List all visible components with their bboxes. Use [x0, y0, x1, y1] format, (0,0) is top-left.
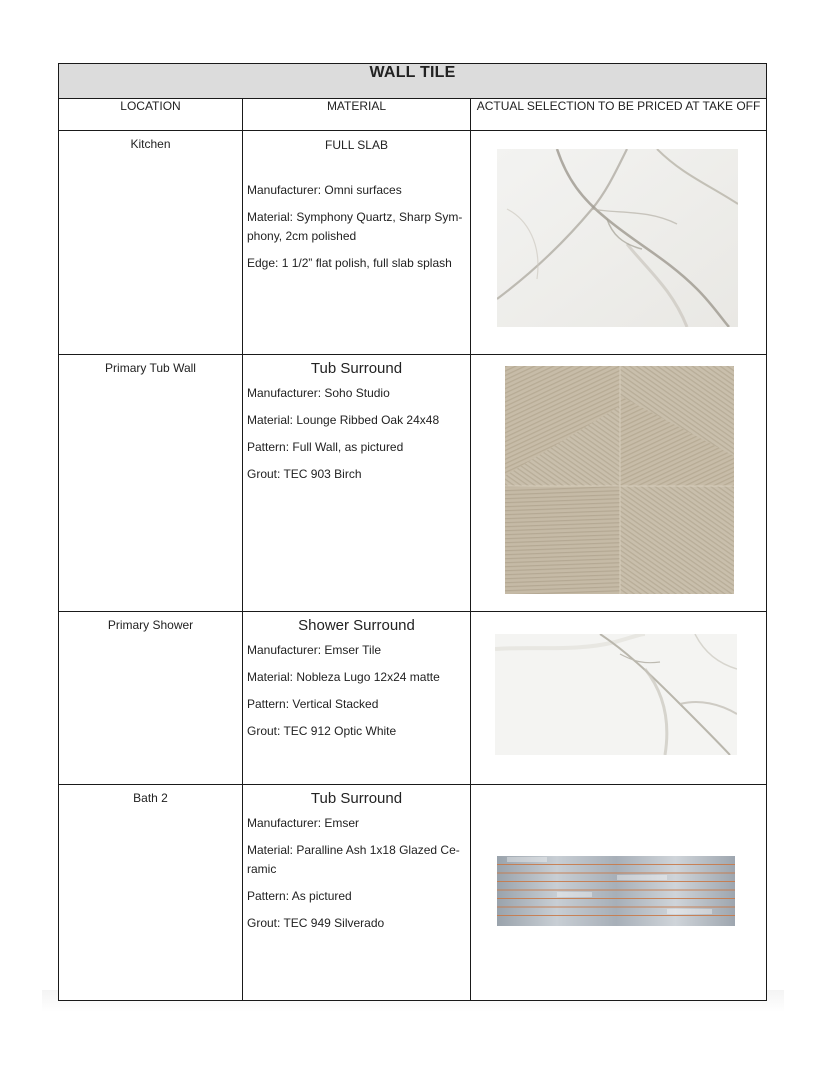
- material-heading: Tub Surround: [310, 790, 403, 807]
- wall-tile-table: [58, 63, 767, 1001]
- material-heading: Shower Surround: [298, 617, 415, 634]
- material-detail: Grout: TEC 949 Silverado: [247, 916, 385, 930]
- location-cell: Primary Shower: [59, 612, 243, 785]
- table-row: [59, 131, 767, 355]
- column-header-selection: ACTUAL SELECTION TO BE PRICED AT TAKE OFF: [471, 99, 767, 131]
- material-detail: Material: Symphony Quartz, Sharp Sym-phony, 2cm polished: [247, 210, 463, 243]
- material-cell: [243, 131, 471, 355]
- column-header-location: LOCATION: [59, 99, 243, 131]
- material-detail: Edge: 1 1/2” flat polish, full slab splash: [247, 256, 452, 270]
- material-detail: Pattern: Full Wall, as pictured: [247, 440, 404, 454]
- material-detail: Manufacturer: Emser: [247, 816, 360, 830]
- location-cell: Bath 2: [59, 785, 243, 1001]
- material-cell: [243, 355, 471, 612]
- material-detail: Grout: TEC 903 Birch: [247, 467, 362, 481]
- material-heading: FULL SLAB: [325, 138, 388, 152]
- material-detail: Manufacturer: Soho Studio: [247, 386, 390, 400]
- selection-image-cell: [471, 131, 767, 355]
- table-title: WALL TILE: [59, 64, 767, 99]
- selection-image-cell: [471, 785, 767, 1001]
- table-row: [59, 612, 767, 785]
- nobleza-marble-tile-image: [495, 634, 737, 755]
- location-cell: Primary Tub Wall: [59, 355, 243, 612]
- column-header-material: MATERIAL: [243, 99, 471, 131]
- ribbed-oak-tile-image: [505, 366, 734, 594]
- table-row: [59, 785, 767, 1001]
- material-heading: Tub Surround: [310, 360, 403, 377]
- material-detail: Manufacturer: Omni surfaces: [247, 183, 402, 197]
- material-detail: Grout: TEC 912 Optic White: [247, 724, 397, 738]
- material-detail: Material: Lounge Ribbed Oak 24x48: [247, 413, 440, 427]
- table-row: [59, 355, 767, 612]
- material-detail: Pattern: As pictured: [247, 889, 352, 903]
- selection-image-cell: [471, 612, 767, 785]
- material-detail: Manufacturer: Emser Tile: [247, 643, 382, 657]
- material-cell: [243, 785, 471, 1001]
- material-cell: [243, 612, 471, 785]
- location-cell: Kitchen: [59, 131, 243, 355]
- paralline-ash-strips-image: [497, 856, 735, 926]
- material-detail: Material: Paralline Ash 1x18 Glazed Ce-ramic: [247, 843, 460, 876]
- material-detail: Material: Nobleza Lugo 12x24 matte: [247, 670, 440, 684]
- white-marble-slab-image: [497, 149, 738, 327]
- material-detail: Pattern: Vertical Stacked: [247, 697, 379, 711]
- selection-image-cell: [471, 355, 767, 612]
